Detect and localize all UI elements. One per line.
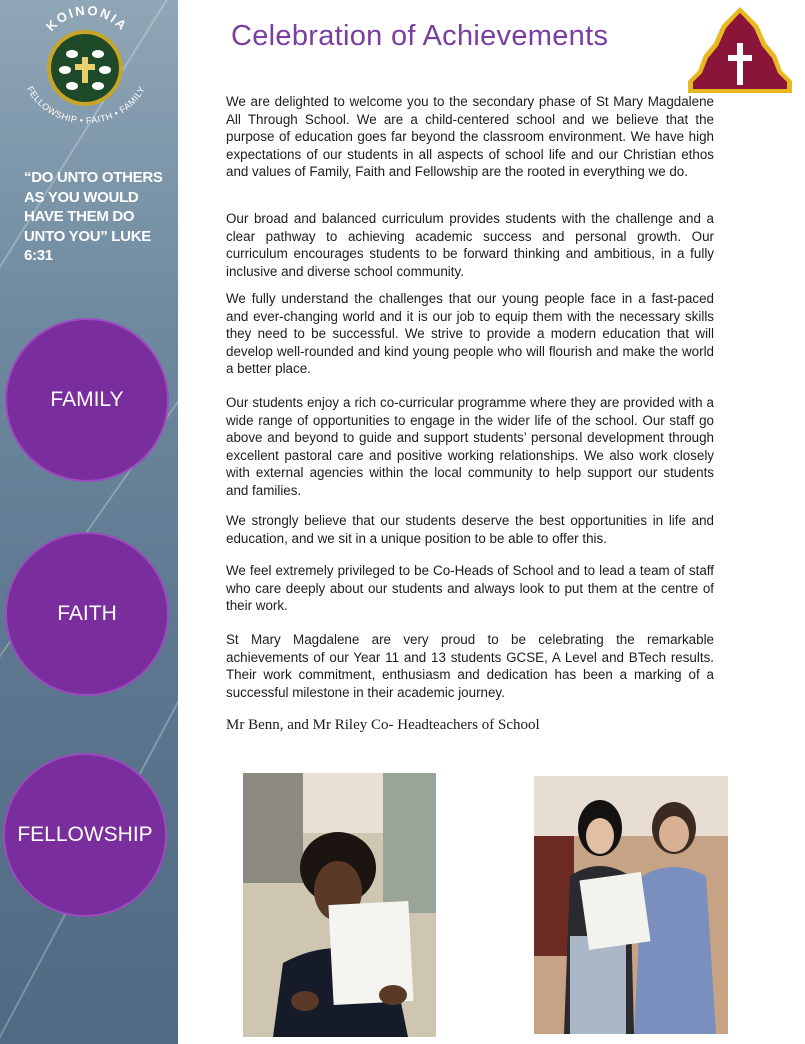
value-label: FAMILY xyxy=(50,388,124,411)
intro-paragraph: We are delighted to welcome you to the secondary phase of St Mary Magdalene All Through School. We are a child-centered school and we believe that the purpose of education goes far beyond the classroom environment. We have high expectations of our students in all aspects of school life and our Christian ethos and values of Family, Faith and Fellowship are the rooted in everything we do. xyxy=(226,94,714,180)
school-crest-icon xyxy=(684,5,796,97)
value-circle-fellowship xyxy=(3,753,167,917)
opportunities-paragraph: We strongly believe that our students deserve the best opportunities in life and education, and we sit in a unique position to be able to offer this. xyxy=(226,513,714,546)
student-teacher-photo xyxy=(534,776,728,1034)
value-label: FAITH xyxy=(57,602,117,625)
privilege-paragraph: We feel extremely privileged to be Co-Heads of School and to lead a team of staff who care deeply about our students and always look to put them at the centre of their work. xyxy=(226,563,714,614)
bible-quote: “DO UNTO OTHERS AS YOU WOULD HAVE THEM DO UNTO YOU” LUKE 6:31 xyxy=(24,169,163,264)
sidebar xyxy=(0,0,178,1044)
logo-text-top: KOINONIA xyxy=(43,2,131,34)
koinonia-logo xyxy=(10,2,160,127)
curriculum-paragraph: Our broad and balanced curriculum provides students with the challenge and a clear pathway to achieving academic success and personal growth. Our curriculum encourages students to be forward thinking and ambitious, in a fully inclusive and diverse school community. xyxy=(226,211,714,279)
results-paragraph: St Mary Magdalene are very proud to be celebrating the remarkable achievements of our Year 11 and 13 students GCSE, A Level and BTech results. Their work commitment, enthusiasm and dedication has been a marking of a successful milestone in their academic journey. xyxy=(226,632,714,700)
logo-text-bottom: FELLOWSHIP • FAITH • FAMILY xyxy=(25,84,148,126)
signature: Mr Benn, and Mr Riley Co- Headteachers of School xyxy=(226,717,540,733)
value-label: FELLOWSHIP xyxy=(17,823,153,846)
value-circle-faith xyxy=(5,532,169,696)
page-title: Celebration of Achievements xyxy=(231,20,609,52)
student-photo-1 xyxy=(243,773,436,1037)
svg-text:KOINONIA xyxy=(43,3,131,34)
co-curricular-paragraph: Our students enjoy a rich co-curricular programme where they are provided with a wide range of opportunities to engage in the wider life of the school. Our staff go above and beyond to guide and support students’ personal development through excellent pastoral care and positive working relationships. We also work closely with external agencies within the local community to help support our students and families. xyxy=(226,395,714,498)
challenges-paragraph: We fully understand the challenges that our young people face in a fast-paced and ever-changing world and it is our job to equip them with the necessary skills they need to be successful. We strive to provide a modern education that will develop well-rounded and kind young people who will flourish and make the world a better place. xyxy=(226,291,714,377)
value-circle-family xyxy=(5,318,169,482)
